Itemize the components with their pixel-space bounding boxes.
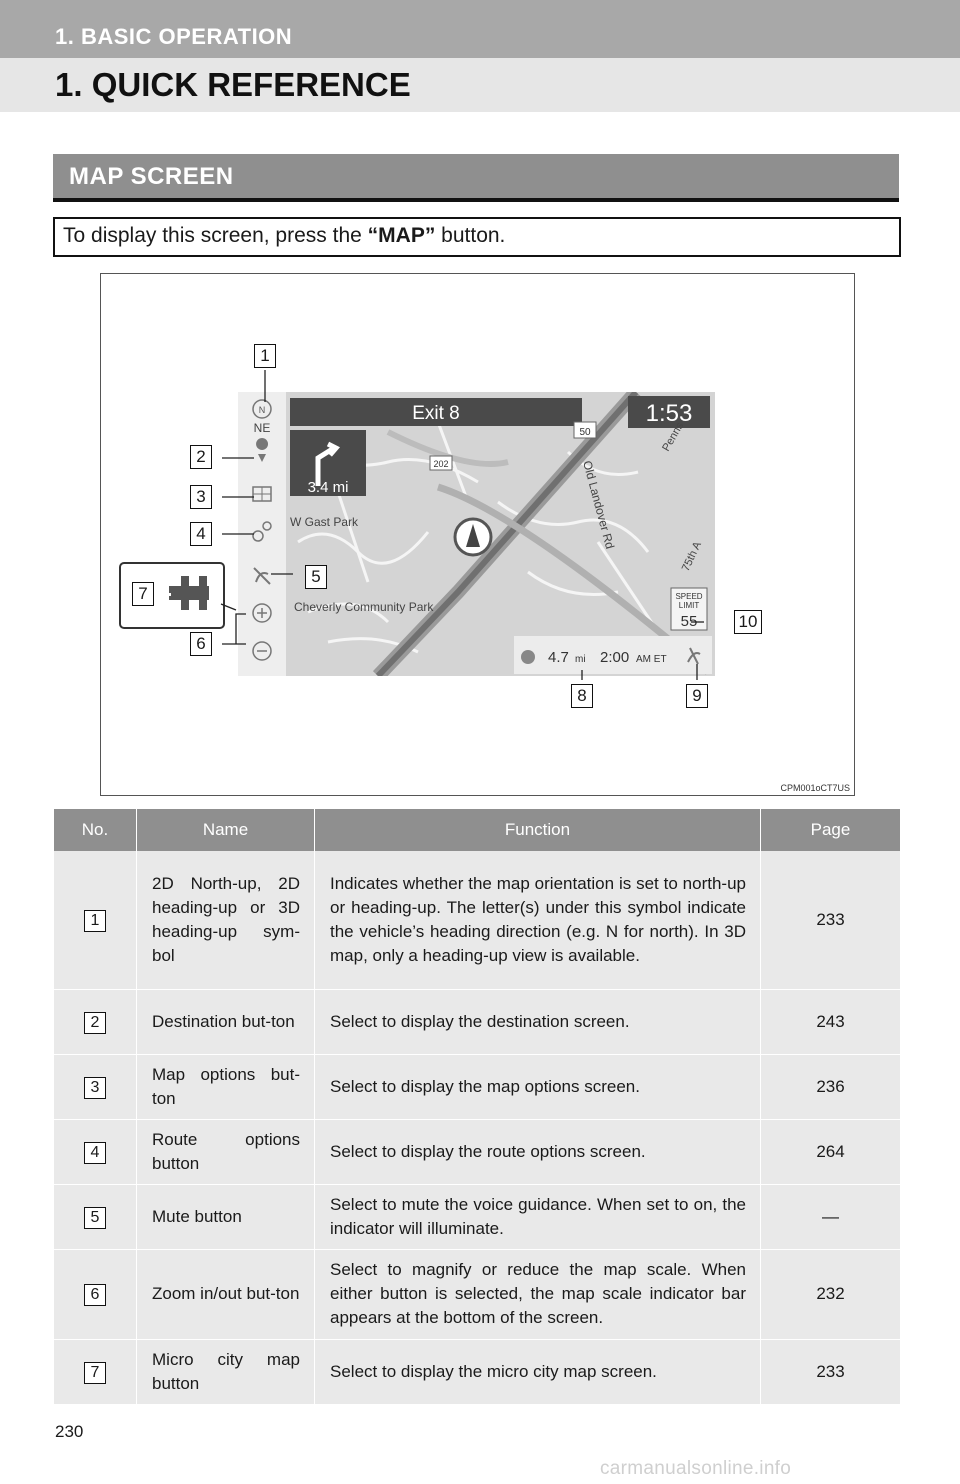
callout-3: 3 (190, 485, 212, 509)
road-label-1: Old Landover Rd (580, 459, 618, 551)
page-title-band (0, 58, 960, 112)
row-number-box: 4 (84, 1142, 106, 1164)
remaining-distance: 4.7 (548, 649, 569, 666)
row-function: Select to display the destination screen. (315, 989, 761, 1054)
callout-2: 2 (190, 445, 212, 469)
row-number-box: 1 (84, 910, 106, 932)
figure-code: CPM001oCT7US (780, 783, 850, 793)
row-name: Zoom in/out but-ton (137, 1249, 315, 1339)
arrival-time: 2:00 (600, 649, 630, 666)
row-no-cell (54, 989, 137, 1054)
speed-label-2: LIMIT (678, 601, 700, 610)
row-name: 2D North-up, 2D heading-up or 3D heading-up sym-bol (137, 851, 315, 989)
row-function: Select to display the route options screen. (315, 1119, 761, 1184)
row-no-cell (54, 1184, 137, 1249)
table-row (54, 1184, 900, 1249)
row-number-box: 3 (84, 1077, 106, 1099)
callout-6: 6 (190, 632, 212, 656)
map-screenshot (238, 392, 715, 676)
route-shield-1-label: 50 (579, 427, 591, 438)
watermark: carmanualsonline.info (600, 1458, 792, 1479)
row-number-box: 2 (84, 1012, 106, 1034)
callout-9: 9 (686, 684, 708, 708)
table-row (54, 1339, 900, 1404)
remaining-unit: mi (575, 654, 586, 665)
map-screen-heading: MAP SCREEN (69, 163, 234, 190)
row-name: Destination but-ton (137, 989, 315, 1054)
instruction-post: button. (435, 224, 506, 247)
map-screen-heading-bar (53, 154, 899, 202)
callout-10: 10 (734, 610, 762, 634)
section-title: 1. BASIC OPERATION (55, 24, 293, 49)
table-row (54, 989, 900, 1054)
row-name: Map options but-ton (137, 1054, 315, 1119)
map-graphic (238, 392, 715, 676)
section-header-band (0, 0, 960, 58)
table-row (54, 1249, 900, 1339)
row-function: Select to display the map options screen. (315, 1054, 761, 1119)
row-number-box: 6 (84, 1284, 106, 1306)
row-name: Route options button (137, 1119, 315, 1184)
row-page: 243 (761, 989, 901, 1054)
exit-label: Exit 8 (412, 403, 460, 424)
row-number-box: 7 (84, 1362, 106, 1384)
compass-heading: NE (253, 421, 271, 435)
instruction-button-name: “MAP” (367, 224, 436, 247)
speed-value: 55 (680, 613, 698, 630)
page-number: 230 (55, 1422, 84, 1441)
header-page: Page (761, 809, 901, 851)
park-label-1: W Gast Park (290, 515, 359, 529)
header-function: Function (315, 809, 761, 851)
table-row (54, 1054, 900, 1119)
row-no-cell (54, 1054, 137, 1119)
row-page: 236 (761, 1054, 901, 1119)
callout-5: 5 (305, 565, 327, 589)
road-label-2: Penns (660, 420, 687, 454)
instruction-box (53, 217, 901, 257)
header-no: No. (54, 809, 137, 851)
route-shield-2-label: 202 (433, 459, 449, 469)
page-title: 1. QUICK REFERENCE (55, 66, 411, 103)
instruction-pre: To display this screen, press the (63, 224, 368, 247)
destination-flag-icon (521, 650, 535, 664)
row-number-box: 5 (84, 1207, 106, 1229)
road-label-3: 75th A (679, 539, 704, 574)
table-row (54, 1119, 900, 1184)
row-page: 233 (761, 851, 901, 989)
row-page: 233 (761, 1339, 901, 1404)
reference-table (54, 809, 900, 1405)
callout-4: 4 (190, 522, 212, 546)
row-no-cell (54, 851, 137, 989)
arrival-suffix: AM ET (636, 654, 667, 665)
row-page: — (761, 1184, 901, 1249)
row-function: Select to display the micro city map screen. (315, 1339, 761, 1404)
map-screen-figure (100, 273, 855, 796)
row-no-cell (54, 1249, 137, 1339)
table-row (54, 851, 900, 989)
header-name: Name (137, 809, 315, 851)
park-label-2: Cheverly Community Park (294, 600, 434, 614)
table-header-row (54, 809, 900, 851)
callout-7: 7 (132, 582, 154, 606)
row-name: Micro city map button (137, 1339, 315, 1404)
row-function: Select to magnify or reduce the map scale. When either button is selected, the map scale indicator bar appears at the bottom of the screen. (315, 1249, 761, 1339)
row-name: Mute button (137, 1184, 315, 1249)
row-no-cell (54, 1339, 137, 1404)
row-page: 232 (761, 1249, 901, 1339)
turn-distance: 3.4 mi (307, 479, 349, 496)
callout-8: 8 (571, 684, 593, 708)
speed-label-1: SPEED (675, 592, 703, 601)
callout-1: 1 (254, 344, 276, 368)
clock-label: 1:53 (645, 400, 693, 427)
row-function: Indicates whether the map orientation is set to north-up or heading-up. The letter(s) under this symbol indicate the vehicle’s heading direction (e.g. N for north). In 3D map, only a heading-up view is available. (315, 851, 761, 989)
instruction-text (63, 224, 505, 248)
row-no-cell (54, 1119, 137, 1184)
compass-letter: N (258, 405, 266, 415)
row-function: Select to mute the voice guidance. When set to on, the indicator will illuminate. (315, 1184, 761, 1249)
row-page: 264 (761, 1119, 901, 1184)
